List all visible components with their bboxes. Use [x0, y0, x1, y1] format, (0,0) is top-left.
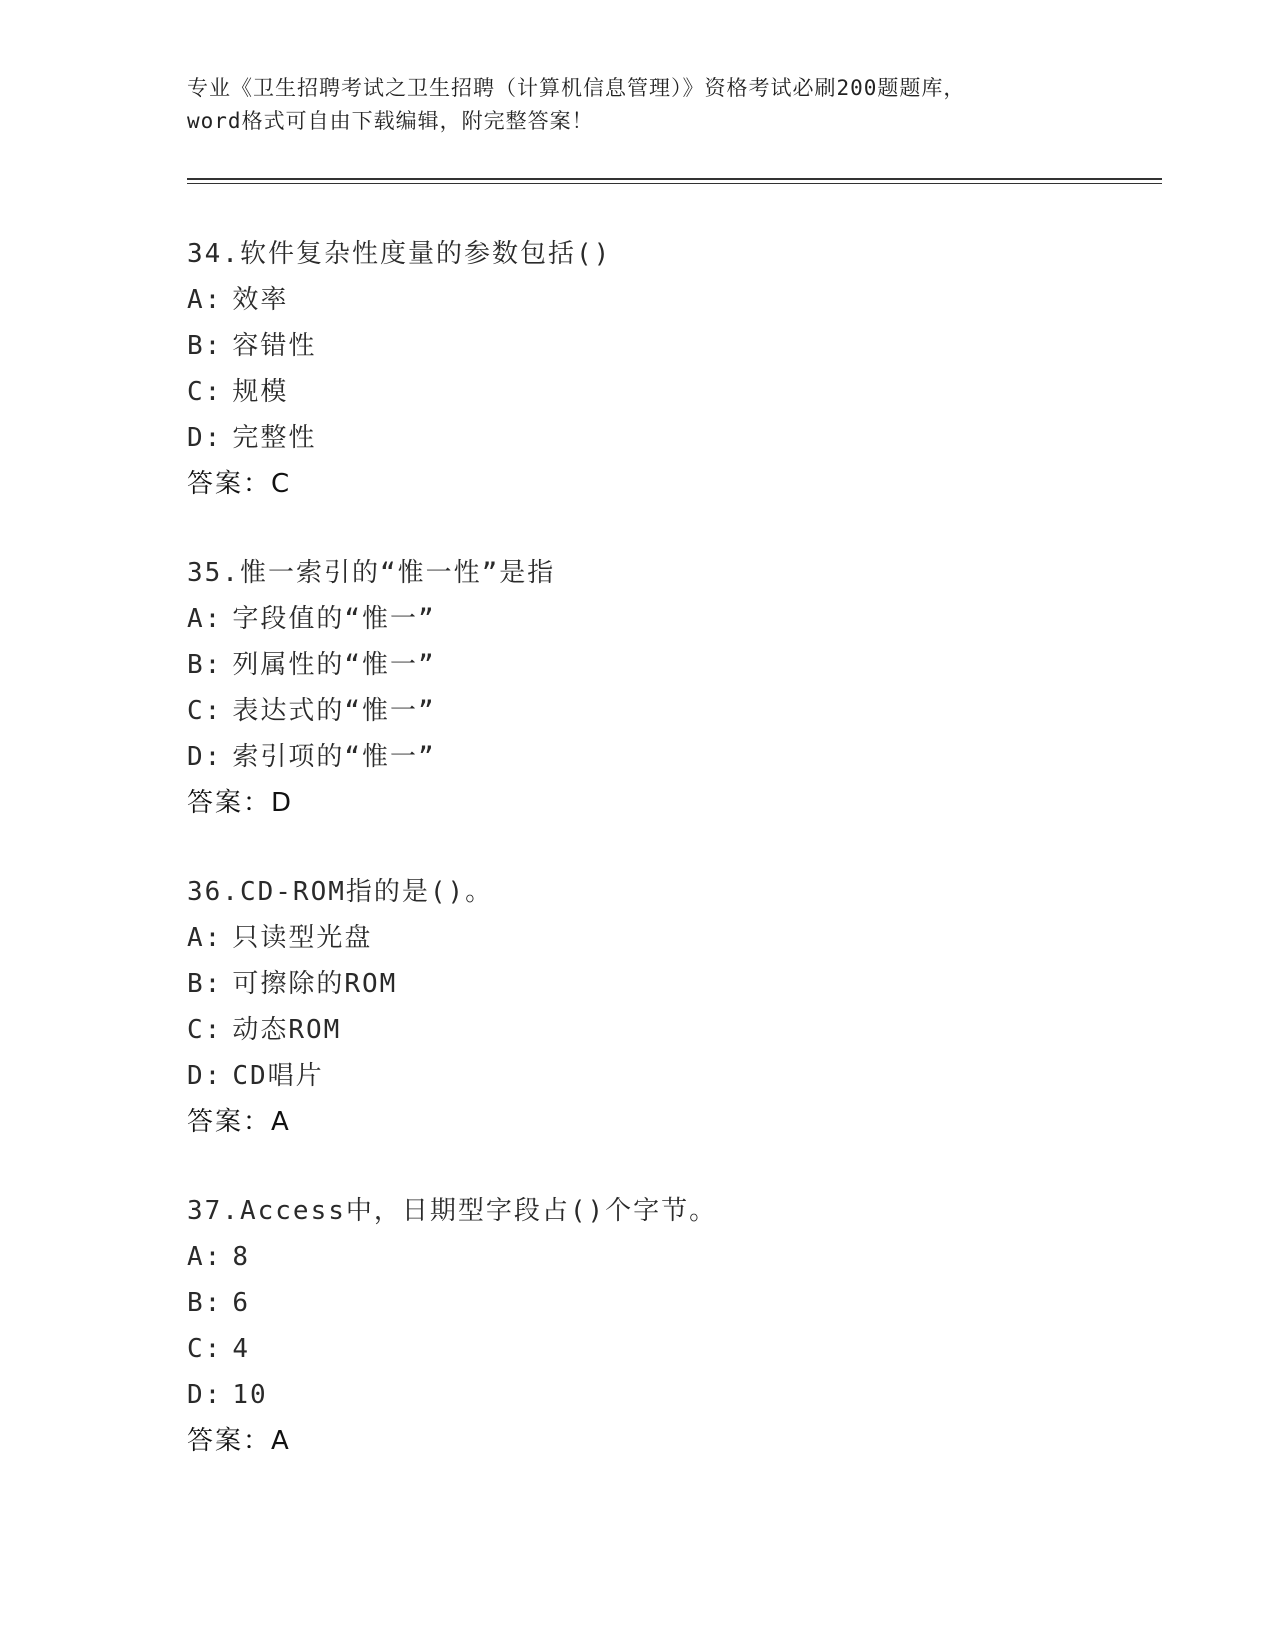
- option-key: A:: [187, 923, 223, 953]
- option-a: [187, 277, 1167, 323]
- option-d: [187, 1372, 1167, 1418]
- document-header: [187, 72, 1087, 138]
- option-text: 表达式的“惟一”: [232, 696, 436, 726]
- question-37: [187, 1188, 1167, 1464]
- option-b: [187, 642, 1167, 688]
- option-key: A:: [187, 604, 223, 634]
- option-key: A:: [187, 1242, 223, 1272]
- option-text: 字段值的“惟一”: [232, 604, 436, 634]
- option-text: 动态ROM: [232, 1015, 342, 1045]
- header-divider-thick: [187, 178, 1162, 180]
- question-stem: 34.软件复杂性度量的参数包括(): [187, 239, 612, 269]
- option-text: 容错性: [232, 331, 317, 361]
- option-key: A:: [187, 285, 223, 315]
- option-text: 索引项的“惟一”: [232, 742, 436, 772]
- question-35: [187, 550, 1167, 826]
- option-c: [187, 369, 1167, 415]
- answer-line: 答案：D: [187, 788, 294, 818]
- question-stem: 37.Access中，日期型字段占()个字节。: [187, 1196, 718, 1226]
- option-b: [187, 1280, 1167, 1326]
- option-key: D:: [187, 423, 223, 453]
- question-36: [187, 869, 1167, 1145]
- header-line-2: word格式可自由下载编辑，附完整答案！: [187, 109, 594, 133]
- answer-line: 答案：A: [187, 1426, 291, 1456]
- option-d: [187, 415, 1167, 461]
- option-key: B:: [187, 331, 223, 361]
- option-b: [187, 323, 1167, 369]
- option-text: 完整性: [232, 423, 317, 453]
- option-key: D:: [187, 1061, 223, 1091]
- option-a: [187, 596, 1167, 642]
- option-c: [187, 1007, 1167, 1053]
- option-text: 规模: [232, 377, 289, 407]
- option-text: 效率: [232, 285, 289, 315]
- option-key: C:: [187, 1334, 223, 1364]
- option-a: [187, 915, 1167, 961]
- option-text: 8: [232, 1242, 250, 1272]
- option-text: CD唱片: [232, 1061, 324, 1091]
- option-key: B:: [187, 650, 223, 680]
- option-a: [187, 1234, 1167, 1280]
- option-d: [187, 1053, 1167, 1099]
- option-key: B:: [187, 969, 223, 999]
- option-c: [187, 688, 1167, 734]
- option-text: 4: [232, 1334, 250, 1364]
- option-key: C:: [187, 1015, 223, 1045]
- option-text: 只读型光盘: [232, 923, 373, 953]
- answer-line: 答案：C: [187, 469, 292, 499]
- option-key: C:: [187, 377, 223, 407]
- answer-line: 答案：A: [187, 1107, 291, 1137]
- option-key: C:: [187, 696, 223, 726]
- header-line-1: 专业《卫生招聘考试之卫生招聘（计算机信息管理）》资格考试必刷200题题库，: [187, 76, 966, 100]
- question-stem: 36.CD-ROM指的是()。: [187, 877, 494, 907]
- question-stem: 35.惟一索引的“惟一性”是指: [187, 558, 556, 588]
- option-c: [187, 1326, 1167, 1372]
- option-text: 10: [232, 1380, 268, 1410]
- question-34: [187, 231, 1167, 507]
- option-text: 6: [232, 1288, 250, 1318]
- option-b: [187, 961, 1167, 1007]
- option-text: 可擦除的ROM: [232, 969, 398, 999]
- option-key: D:: [187, 1380, 223, 1410]
- option-key: B:: [187, 1288, 223, 1318]
- header-divider-thin: [187, 183, 1162, 184]
- option-text: 列属性的“惟一”: [232, 650, 436, 680]
- option-key: D:: [187, 742, 223, 772]
- option-d: [187, 734, 1167, 780]
